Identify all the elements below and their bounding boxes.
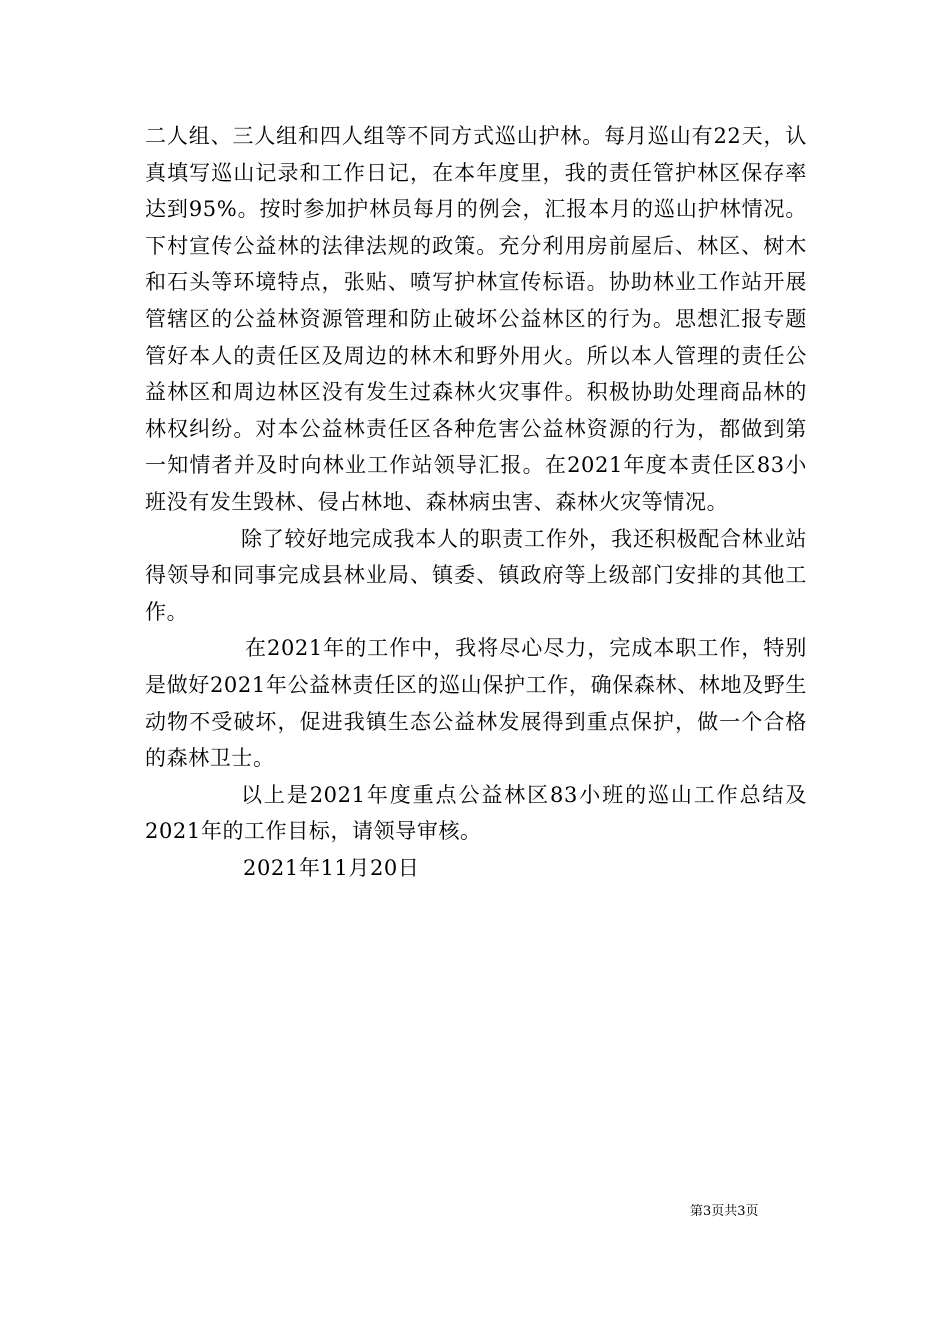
paragraph-closing: 以上是2021年度重点公益林区83小班的巡山工作总结及2021年的工作目标，请领导审核。 xyxy=(145,782,807,844)
document-body xyxy=(145,118,807,886)
paragraph-patrol-summary: 二人组、三人组和四人组等不同方式巡山护林。每月巡山有22天，认真填写巡山记录和工作日记，在本年度里，我的责任管护林区保存率达到95%。按时参加护林员每月的例会，汇报本月的巡山护林情况。下村宣传公益林的法律法规的政策。充分利用房前屋后、林区、树木和石头等环境特点，张贴、喷写护林宣传标语。协助林业工作站开展管辖区的公益林资源管理和防止破坏公益林区的行为。思想汇报专题管好本人的责任区及周边的林木和野外用火。所以本人管理的责任公益林区和周边林区没有发生过森林火灾事件。积极协助处理商品林的林权纠纷。对本公益林责任区各种危害公益林资源的行为，都做到第一知情者并及时向林业工作站领导汇报。在2021年度本责任区83小班没有发生毁林、侵占林地、森林病虫害、森林火灾等情况。 xyxy=(145,124,807,514)
page-number-footer: 第3页共3页 xyxy=(690,1204,759,1219)
document-date: 2021年11月20日 xyxy=(243,855,420,880)
paragraph-work-plan: 在2021年的工作中，我将尽心尽力，完成本职工作，特别是做好2021年公益林责任区的巡山保护工作，确保森林、林地及野生动物不受破坏，促进我镇生态公益林发展得到重点保护，做一个合格的森林卫士。 xyxy=(145,636,807,771)
paragraph-other-duties: 除了较好地完成我本人的职责工作外，我还积极配合林业站得领导和同事完成县林业局、镇委、镇政府等上级部门安排的其他工作。 xyxy=(145,526,807,624)
